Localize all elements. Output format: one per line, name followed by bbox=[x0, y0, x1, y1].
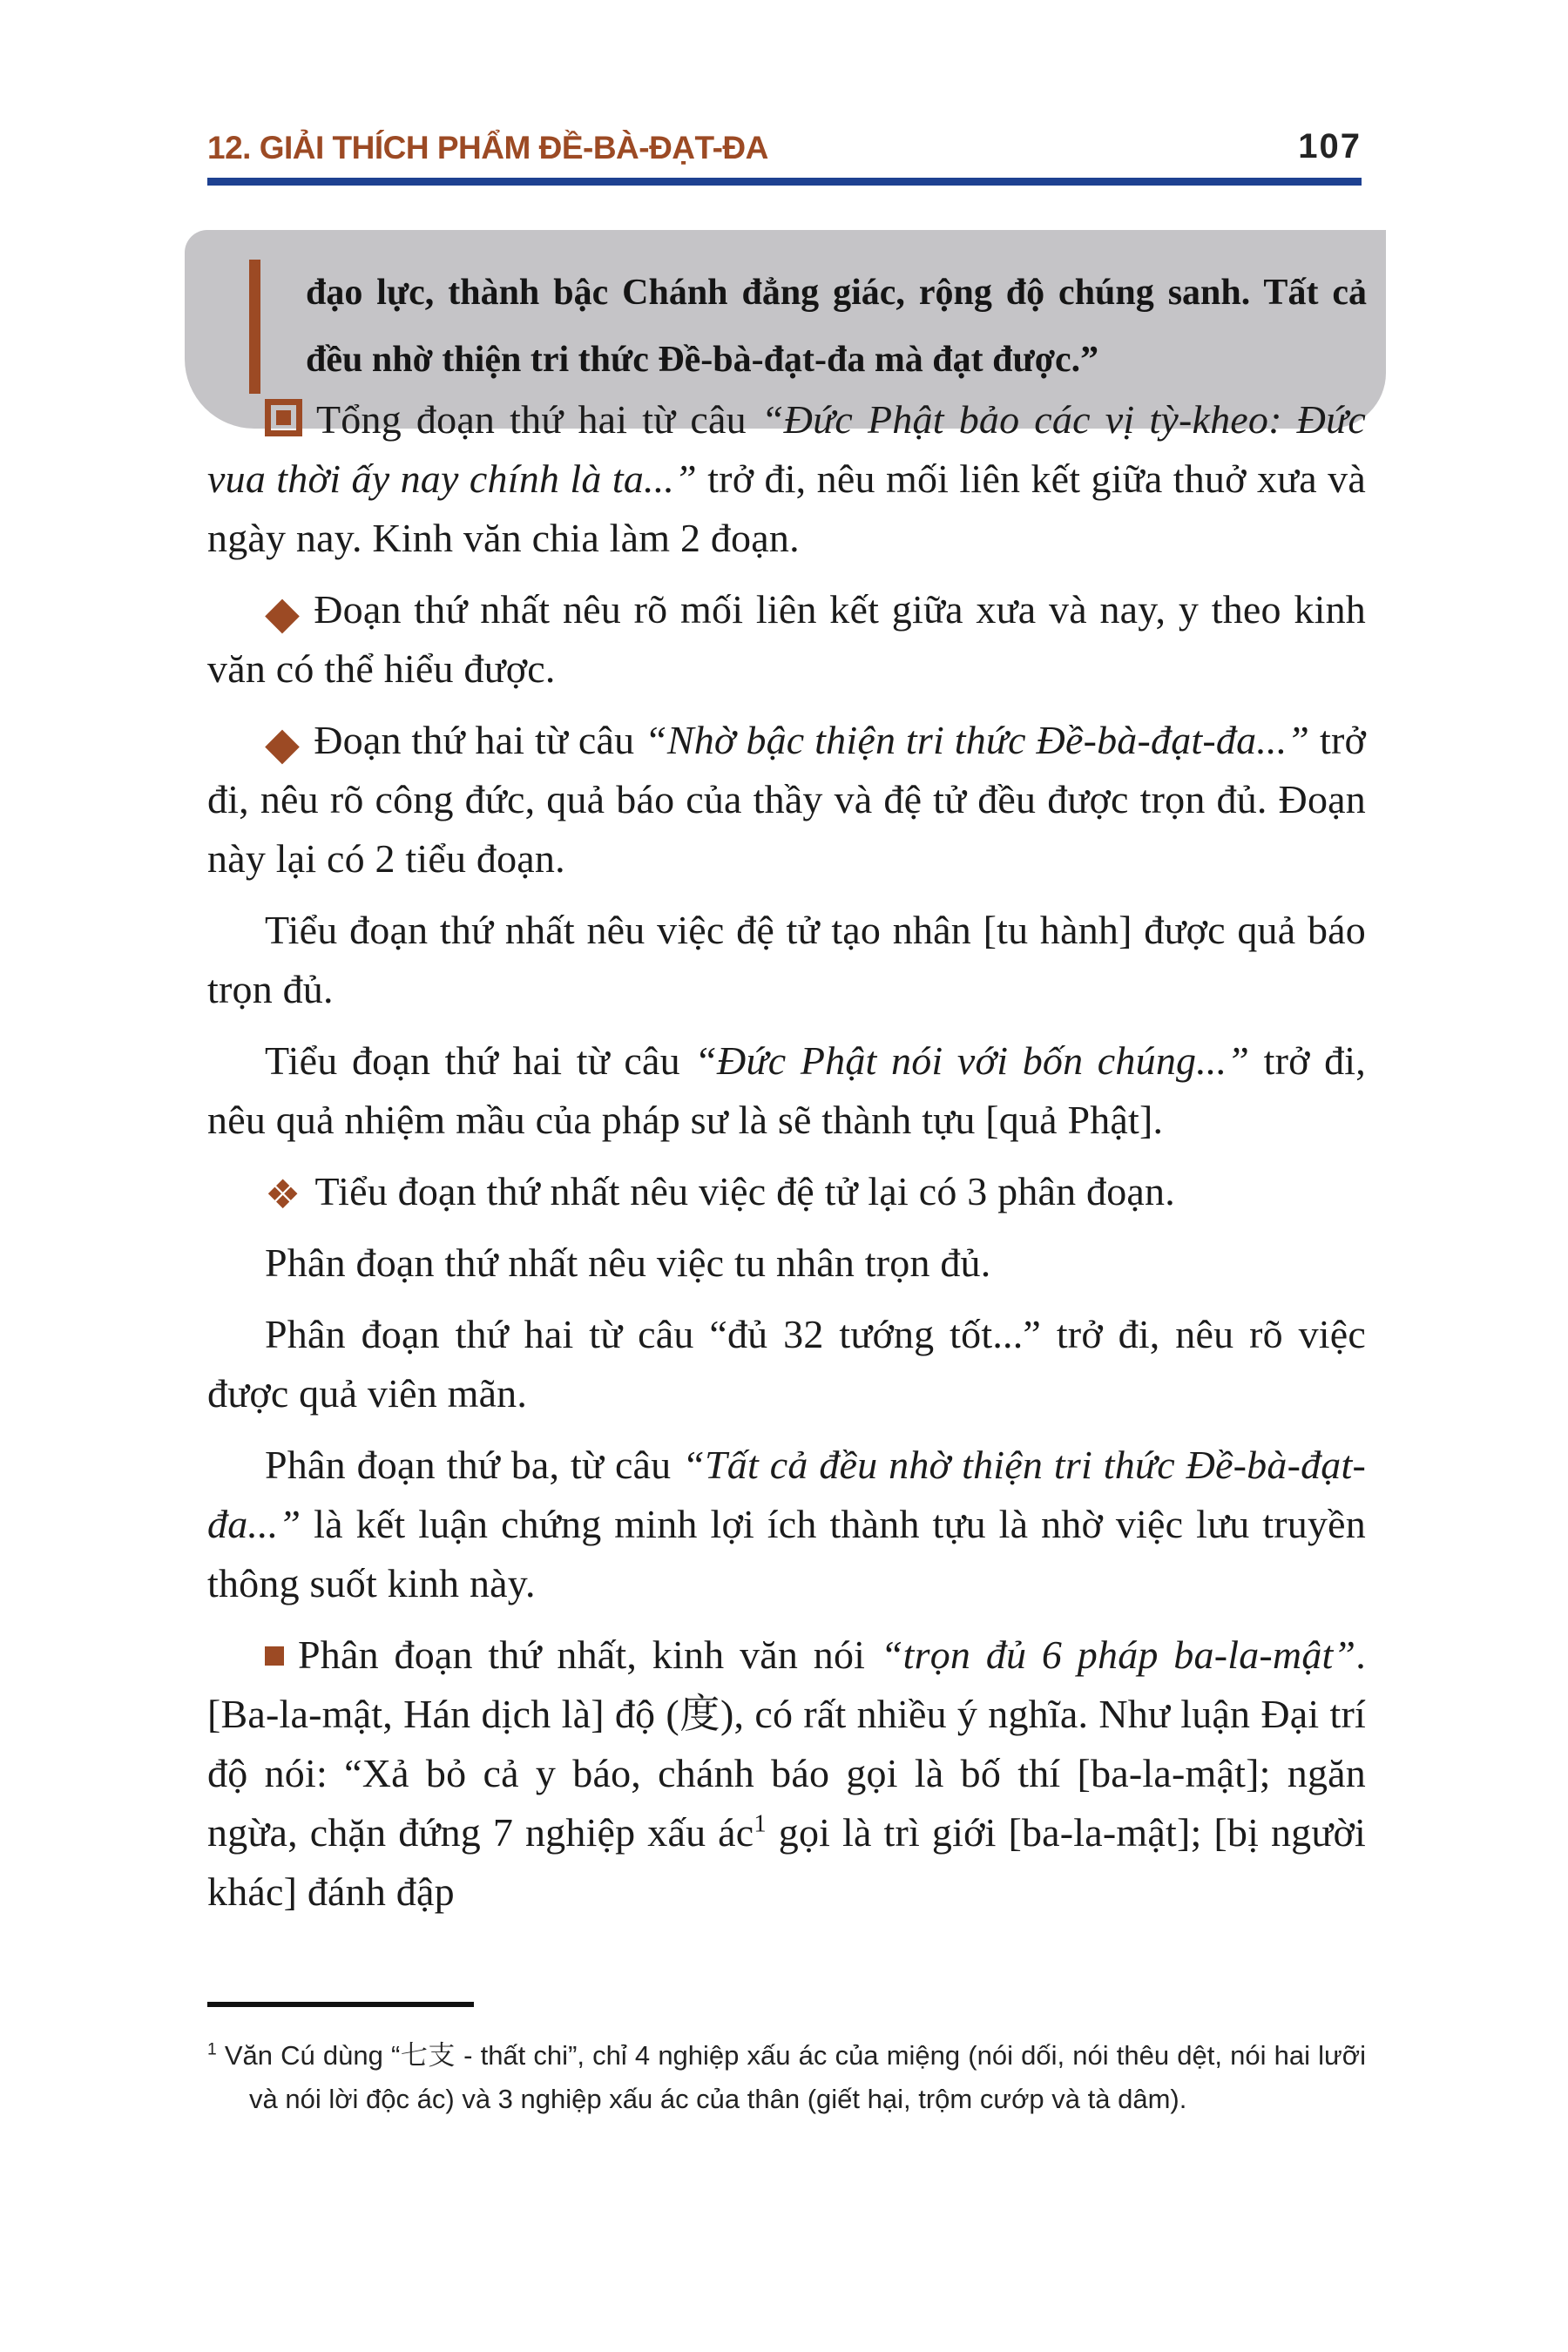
text-segment: Phân đoạn thứ ba, từ câu bbox=[265, 1443, 683, 1487]
text-segment: trở đi, nêu mối liên kết giữa thuở xưa và ngày nay. Kinh văn chia làm 2 đoạn. bbox=[207, 456, 1366, 560]
text-segment: “Nhờ bậc thiện tri thức Đề-bà-đạt-đa...” bbox=[645, 718, 1310, 762]
footnote-ref: 1 bbox=[754, 1810, 767, 1838]
text-segment: Tiểu đoạn thứ nhất nêu việc đệ tử lại có 3 phân đoạn. bbox=[314, 1169, 1175, 1213]
text-segment: Tiểu đoạn thứ nhất nêu việc đệ tử tạo nhân [tu hành] được quả báo trọn đủ. bbox=[207, 908, 1366, 1011]
text-segment: Phân đoạn thứ nhất nêu việc tu nhân trọn đủ. bbox=[265, 1240, 991, 1285]
paragraph bbox=[207, 1305, 1366, 1423]
diamond-icon: ◆ bbox=[265, 718, 301, 770]
text-segment: “Tất cả đều nhờ thiện tri thức Đề-bà-đạt-đa...” bbox=[207, 1443, 1366, 1546]
boxed-square-icon bbox=[265, 399, 302, 436]
paragraph bbox=[207, 1233, 1366, 1293]
quote-accent-bar bbox=[249, 260, 260, 394]
paragraph bbox=[207, 1436, 1366, 1613]
chapter-title: 12. GIẢI THÍCH PHẨM ĐỀ-BÀ-ĐẠT-ĐA bbox=[207, 130, 768, 166]
paragraph bbox=[207, 1031, 1366, 1150]
text-segment: trở đi, nêu quả nhiệm mầu của pháp sư là sẽ thành tựu [quả Phật]. bbox=[207, 1038, 1366, 1142]
footnote-block bbox=[207, 2002, 1366, 2148]
text-segment: “trọn đủ 6 pháp ba-la-mật” bbox=[880, 1632, 1356, 1677]
text-segment: Phân đoạn thứ nhất, kinh văn nói bbox=[298, 1632, 881, 1677]
text-segment: Đoạn thứ hai từ câu bbox=[314, 718, 645, 762]
footnote-text bbox=[207, 2034, 1366, 2121]
text-segment: Phân đoạn thứ hai từ câu “đủ 32 tướng tốt...” trở đi, nêu rõ việc được quả viên mãn. bbox=[207, 1312, 1366, 1416]
text-segment: “Đức Phật bảo các vị tỳ-kheo: Đức vua thời ấy nay chính là ta...” bbox=[207, 397, 1366, 501]
small-square-icon bbox=[265, 1646, 284, 1666]
text-segment: Tổng đoạn thứ hai từ câu bbox=[316, 397, 761, 442]
four-diamond-icon: ❖ bbox=[265, 1171, 301, 1218]
diamond-icon: ◆ bbox=[265, 587, 301, 639]
page-number: 107 bbox=[1298, 127, 1362, 166]
text-segment: Văn Cú dùng “七支 - thất chi”, chỉ 4 nghiệp xấu ác của miệng (nói dối, nói thêu dệt, nói hai lưỡi và nói lời độc ác) và 3 nghiệp xấu ác của thân (giết hại, trộm cướp và tà dâm). bbox=[216, 2040, 1366, 2114]
text-segment: “Đức Phật nói với bốn chúng...” bbox=[694, 1038, 1250, 1083]
text-segment: là kết luận chứng minh lợi ích thành tựu là nhờ việc lưu truyền thông suốt kinh này. bbox=[207, 1502, 1366, 1605]
scripture-quote-text: đạo lực, thành bậc Chánh đẳng giác, rộng độ chúng sanh. Tất cả đều nhờ thiện tri thức Đề-bà-đạt-đa mà đạt được.” bbox=[306, 273, 1367, 380]
commentary-body bbox=[207, 390, 1366, 1934]
paragraph bbox=[207, 1162, 1366, 1221]
header-rule bbox=[207, 178, 1362, 186]
paragraph bbox=[207, 711, 1366, 889]
paragraph bbox=[207, 1625, 1366, 1922]
text-segment: gọi là trì giới [ba-la-mật]; [bị người khác] đánh đập bbox=[207, 1810, 1366, 1914]
text-segment: Tiểu đoạn thứ hai từ câu bbox=[265, 1038, 695, 1083]
text-segment: trở đi, nêu rõ công đức, quả báo của thầy và đệ tử đều được trọn đủ. Đoạn này lại có 2 tiểu đoạn. bbox=[207, 718, 1366, 881]
paragraph bbox=[207, 390, 1366, 568]
paragraph bbox=[207, 580, 1366, 699]
footnote-ref: 1 bbox=[207, 2040, 217, 2059]
text-segment: . [Ba-la-mật, Hán dịch là] độ (度), có rất nhiều ý nghĩa. Như luận Đại trí độ nói: “Xả bỏ cả y báo, chánh báo gọi là bố thí [ba-la-mật]; ngăn ngừa, chặn đứng 7 nghiệp xấu ác bbox=[207, 1632, 1366, 1855]
paragraph bbox=[207, 901, 1366, 1019]
running-head bbox=[207, 127, 1362, 166]
text-segment: Đoạn thứ nhất nêu rõ mối liên kết giữa xưa và nay, y theo kinh văn có thể hiểu được. bbox=[207, 587, 1366, 691]
footnote-separator bbox=[207, 2002, 474, 2007]
